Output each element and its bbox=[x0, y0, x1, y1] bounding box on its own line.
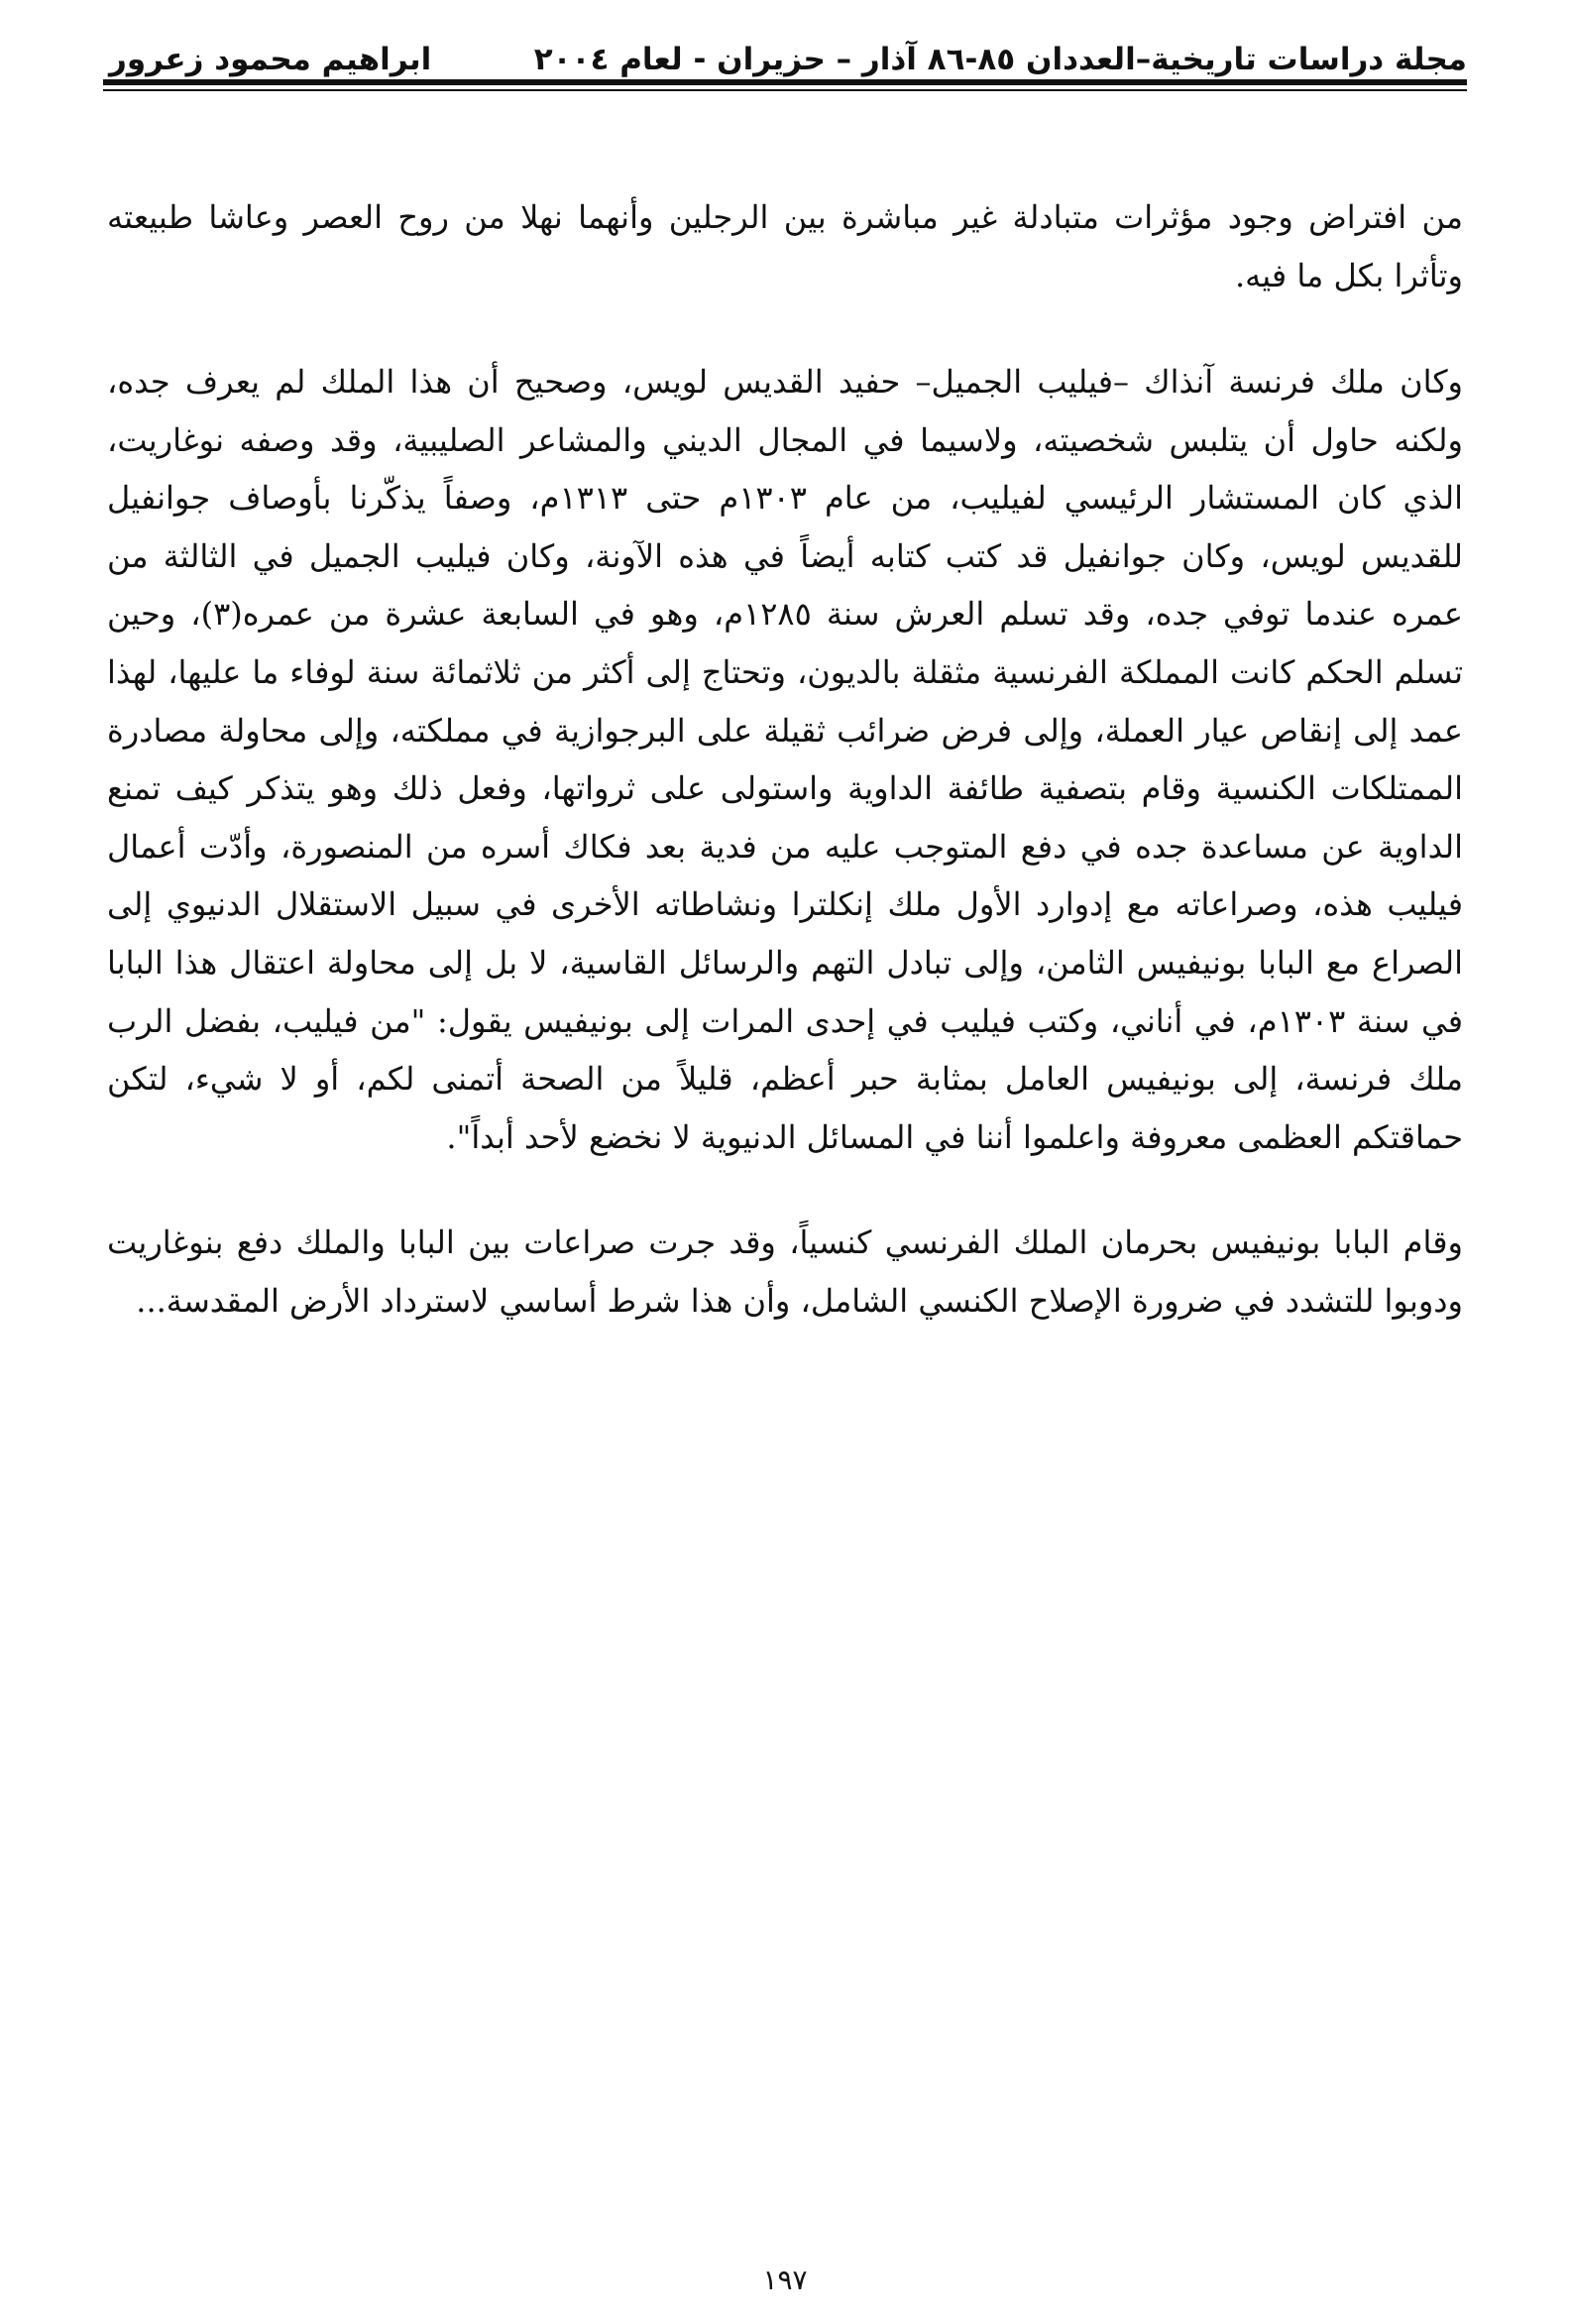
paragraph-3: وقام البابا بونيفيس بحرمان الملك الفرنسي كنسياً، وقد جرت صراعات بين البابا والملك دفع بنوغاريت ودوبوا للتشدد في ضرورة الإصلاح الكنسي الشامل، وأن هذا شرط أساسي لاسترداد الأرض المقدسة... bbox=[107, 1223, 1463, 1321]
article-body bbox=[107, 188, 1463, 1378]
header-rule-thick bbox=[103, 79, 1467, 85]
page-number: ١٩٧ bbox=[762, 2264, 808, 2296]
header-rule-thin bbox=[103, 89, 1467, 91]
paragraph-2: وكان ملك فرنسة آنذاك –فيليب الجميل– حفيد القديس لويس، وصحيح أن هذا الملك لم يعرف جده، ولكنه حاول أن يتلبس شخصيته، ولاسيما في المجال الديني والمشاعر الصليبية، وقد وصفه نوغاريت، الذي كان المستشار الرئيسي لفيليب، من عام ١٣٠٣م حتى ١٣١٣م، وصفاً يذكّرنا بأوصاف جوانفيل للقديس لويس، وكان جوانفيل قد كتب كتابه أيضاً في هذه الآونة، وكان فيليب الجميل في الثالثة من عمره عندما توفي جده، وقد تسلم العرش سنة ١٢٨٥م، وهو في السابعة عشرة من عمره(٣)، وحين تسلم الحكم كانت المملكة الفرنسية مثقلة بالديون، وتحتاج إلى أكثر من ثلاثمائة سنة لوفاء ما عليها، لهذا عمد إلى إنقاص عيار العملة، وإلى فرض ضرائب ثقيلة على البرجوازية في مملكته، وإلى محاولة مصادرة الممتلكات الكنسية وقام بتصفية طائفة الداوية واستولى على ثرواتها، وفعل ذلك وهو يتذكر كيف تمنع الداوية عن مساعدة جده في دفع المتوجب عليه من فدية بعد فكاك أسره من المنصورة، وأدّت أعمال فيليب هذه، وصراعاته مع إدوارد الأول ملك إنكلترا ونشاطاته الأخرى في سبيل الاستقلال الدنيوي إلى الصراع مع البابا بونيفيس الثامن، وإلى تبادل التهم والرسائل القاسية، لا بل إلى محاولة اعتقال هذا البابا في سنة ١٣٠٣م، في أناني، وكتب فيليب في إحدى المرات إلى بونيفيس يقول: "من فيليب، بفضل الرب ملك فرنسة، إلى بونيفيس العامل بمثابة حبر أعظم، قليلاً من الصحة أتمنى لكم، أو لا شيء، لتكن حماقتكم العظمى معروفة واعلموا أننا في المسائل الدنيوية لا نخضع لأحد أبداً". bbox=[107, 363, 1464, 1156]
running-header bbox=[109, 22, 1467, 77]
author-name: ابراهيم محمود زعرور bbox=[109, 42, 432, 77]
journal-issue-title: مجلة دراسات تاريخية–العددان ٨٥-٨٦ آذار – حزيران - لعام ٢٠٠٤ bbox=[533, 42, 1467, 77]
paragraph-1: من افتراض وجود مؤثرات متبادلة غير مباشرة بين الرجلين وأنهما نهلا من روح العصر وعاشا طبيعته وتأثرا بكل ما فيه. bbox=[107, 198, 1463, 294]
